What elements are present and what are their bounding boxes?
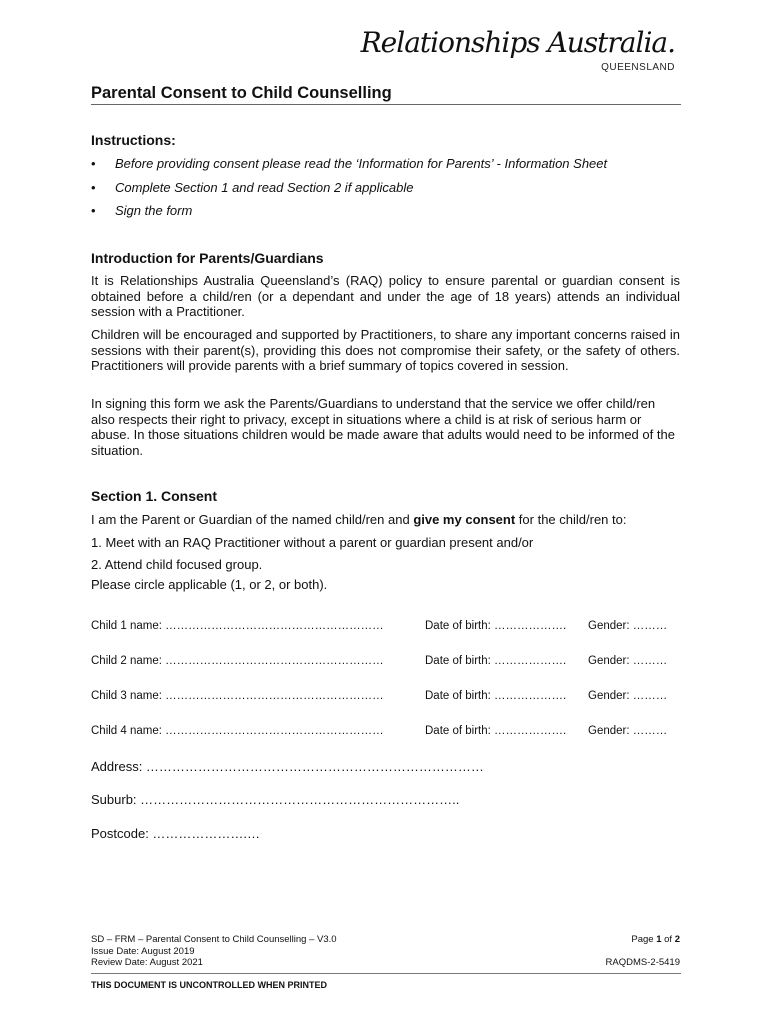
consent-option-1: 1. Meet with an RAQ Practitioner without a parent or guardian present and/or xyxy=(91,535,534,550)
footer-issue-date: Issue Date: August 2019 xyxy=(91,945,195,957)
page-title: Parental Consent to Child Counselling xyxy=(91,84,392,102)
child-gender-field[interactable]: Gender: ……… xyxy=(588,690,668,702)
instruction-item: • Complete Section 1 and read Section 2 if applicable xyxy=(91,180,691,204)
title-divider xyxy=(91,104,681,105)
instruction-item: • Before providing consent please read the ‘Information for Parents’ - Information Sheet xyxy=(91,156,691,180)
footer-document-title: SD – FRM – Parental Consent to Child Counselling – V3.0 xyxy=(91,934,337,945)
footer-review-date: Review Date: August 2021 xyxy=(91,957,203,968)
footer-page-info xyxy=(606,934,680,968)
consent-statement-end: for the child/ren to: xyxy=(515,512,627,527)
footer-divider xyxy=(91,973,681,974)
footer-document-info xyxy=(91,934,337,969)
page-of: of xyxy=(661,934,675,945)
intro-heading: Introduction for Parents/Guardians xyxy=(91,250,324,266)
consent-statement-start: I am the Parent or Guardian of the named child/ren and xyxy=(91,512,414,527)
address-field[interactable]: Address: …………………………………………………………………… xyxy=(91,759,484,774)
instructions-list xyxy=(91,156,691,227)
logo-region: QUEENSLAND xyxy=(601,62,675,73)
child-name-field[interactable]: Child 4 name: ………………………………………………… xyxy=(91,725,384,737)
child-dob-field[interactable]: Date of birth: ………………. xyxy=(425,620,567,632)
intro-paragraph-1: It is Relationships Australia Queensland’s (RAQ) policy to ensure parental or guardian consent is obtained before a child/ren (or a dependant and under the age of 18 years) attends an individual session with a Practitioner. xyxy=(91,273,680,319)
child-name-field[interactable]: Child 3 name: ………………………………………………… xyxy=(91,690,384,702)
consent-statement xyxy=(91,512,626,528)
child-dob-field[interactable]: Date of birth: ………………. xyxy=(425,655,567,667)
child-name-field[interactable]: Child 2 name: ………………………………………………… xyxy=(91,655,384,667)
section1-heading: Section 1. Consent xyxy=(91,488,218,504)
instruction-item: • Sign the form xyxy=(91,203,691,227)
consent-option-2: 2. Attend child focused group. xyxy=(91,557,263,572)
page-total: 2 xyxy=(674,934,680,945)
intro-paragraph-2: Children will be encouraged and supported by Practitioners, to share any important concerns raised in sessions with their parent(s), providing this does not compromise their safety, or the safety of others. Practitioners will provide parents with a brief summary of topics covered in session. xyxy=(91,327,680,373)
child-gender-field[interactable]: Gender: ……… xyxy=(588,620,668,632)
uncontrolled-notice: THIS DOCUMENT IS UNCONTROLLED WHEN PRINTED xyxy=(91,980,327,990)
consent-emphasis: give my consent xyxy=(413,512,516,527)
page-number xyxy=(606,934,680,946)
page-label: Page xyxy=(631,934,657,945)
intro-paragraph-3: In signing this form we ask the Parents/Guardians to understand that the service we offer child/ren also respects their right to privacy, except in situations where a child is at risk of serious harm or abuse. In those situations children would be made aware that adults would need to be informed of the situation. xyxy=(91,396,675,458)
instructions-heading: Instructions: xyxy=(91,132,176,148)
document-code: RAQDMS-2-5419 xyxy=(605,956,680,968)
suburb-field[interactable]: Suburb: ……………………………………………………………….. xyxy=(91,792,460,807)
child-gender-field[interactable]: Gender: ……… xyxy=(588,655,668,667)
consent-note: Please circle applicable (1, or 2, or both). xyxy=(91,577,328,592)
child-dob-field[interactable]: Date of birth: ………………. xyxy=(425,725,567,737)
child-dob-field[interactable]: Date of birth: ………………. xyxy=(425,690,567,702)
child-name-field[interactable]: Child 1 name: ………………………………………………… xyxy=(91,620,384,632)
organisation-logo xyxy=(361,28,675,73)
postcode-field[interactable]: Postcode: ………………….… xyxy=(91,826,261,841)
logo-wordmark: Relationships Australia. xyxy=(360,26,675,59)
page-current: 1 xyxy=(656,934,662,945)
child-gender-field[interactable]: Gender: ……… xyxy=(588,725,668,737)
